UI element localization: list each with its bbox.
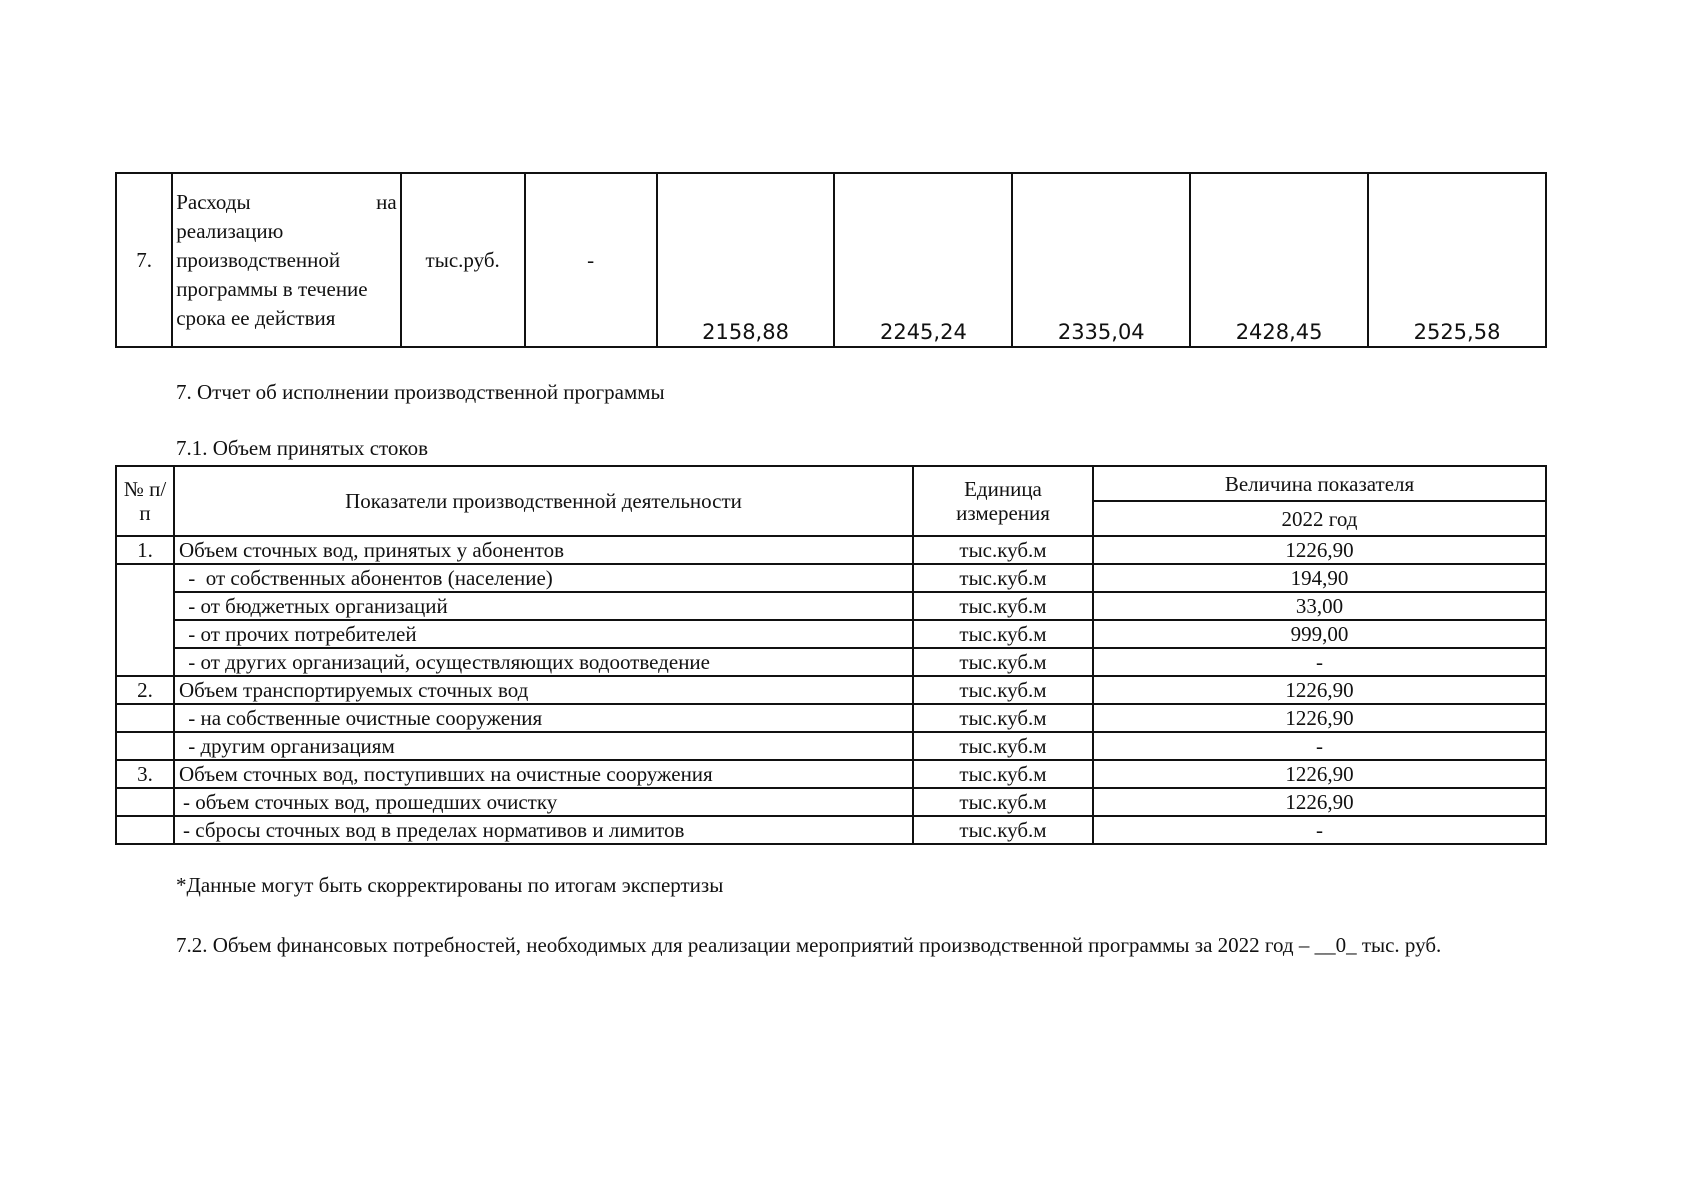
row-number xyxy=(116,788,174,816)
table-row xyxy=(116,173,1546,347)
header-number: № п/п xyxy=(116,466,174,536)
row-value: 1226,90 xyxy=(1093,788,1546,816)
year-value-cell: 2245,24 xyxy=(834,173,1012,347)
indicator-name xyxy=(172,173,401,347)
base-value-cell: - xyxy=(525,173,657,347)
row-value: 1226,90 xyxy=(1093,704,1546,732)
row-unit: тыс.куб.м xyxy=(913,732,1093,760)
table-row xyxy=(116,704,1546,732)
row-unit: тыс.куб.м xyxy=(913,592,1093,620)
header-indicators: Показатели производственной деятельности xyxy=(174,466,913,536)
row-unit: тыс.куб.м xyxy=(913,816,1093,844)
row-label: Объем транспортируемых сточных вод xyxy=(174,676,913,704)
table-row xyxy=(116,816,1546,844)
table-header-row xyxy=(116,466,1546,501)
table-row xyxy=(116,564,1546,592)
row-number xyxy=(116,704,174,732)
row-label: Объем сточных вод, принятых у абонентов xyxy=(174,536,913,564)
row-value: - xyxy=(1093,648,1546,676)
year-value-cell: 2158,88 xyxy=(657,173,835,347)
indicator-name-line: программы в течение xyxy=(176,276,368,301)
header-unit: Единица измерения xyxy=(913,466,1093,536)
section-7-1-heading: 7.1. Объем принятых стоков xyxy=(176,436,428,460)
row-number: 2. xyxy=(116,676,174,704)
row-label: - объем сточных вод, прошедших очистку xyxy=(174,788,913,816)
footnote: *Данные могут быть скорректированы по итогам экспертизы xyxy=(176,873,724,897)
table-row xyxy=(116,620,1546,648)
expenses-table xyxy=(115,172,1547,348)
row-value: 1226,90 xyxy=(1093,676,1546,704)
table-row xyxy=(116,676,1546,704)
row-label: - от прочих потребителей xyxy=(174,620,913,648)
unit-cell: тыс.руб. xyxy=(401,173,525,347)
row-unit: тыс.куб.м xyxy=(913,676,1093,704)
table-body xyxy=(116,536,1546,844)
row-number: 3. xyxy=(116,760,174,788)
row-label: - на собственные очистные сооружения xyxy=(174,704,913,732)
row-unit: тыс.куб.м xyxy=(913,536,1093,564)
table-row xyxy=(116,592,1546,620)
table-row xyxy=(116,536,1546,564)
table-row xyxy=(116,760,1546,788)
row-number: 7. xyxy=(116,173,172,347)
row-value: 1226,90 xyxy=(1093,536,1546,564)
table-row xyxy=(116,648,1546,676)
row-value: 1226,90 xyxy=(1093,760,1546,788)
header-year: 2022 год xyxy=(1093,501,1546,536)
row-label: - от бюджетных организаций xyxy=(174,592,913,620)
row-label: - сбросы сточных вод в пределах нормативов и лимитов xyxy=(174,816,913,844)
row-unit: тыс.куб.м xyxy=(913,620,1093,648)
row-number xyxy=(116,732,174,760)
row-label: - другим организациям xyxy=(174,732,913,760)
table-row xyxy=(116,788,1546,816)
header-value: Величина показателя xyxy=(1093,466,1546,501)
row-unit: тыс.куб.м xyxy=(913,788,1093,816)
row-unit: тыс.куб.м xyxy=(913,648,1093,676)
row-unit: тыс.куб.м xyxy=(913,564,1093,592)
indicator-name-line: реализацию xyxy=(176,218,284,243)
year-value-cell: 2428,45 xyxy=(1190,173,1368,347)
section-7-heading: 7. Отчет об исполнении производственной программы xyxy=(176,380,665,404)
row-unit: тыс.куб.м xyxy=(913,704,1093,732)
row-value: 999,00 xyxy=(1093,620,1546,648)
indicator-name-line: Расходы на xyxy=(176,189,397,214)
table-row xyxy=(116,732,1546,760)
year-value-cell: 2525,58 xyxy=(1368,173,1546,347)
indicator-name-line: производственной xyxy=(176,247,341,272)
row-number: 1. xyxy=(116,536,174,564)
row-value: - xyxy=(1093,732,1546,760)
row-value: 194,90 xyxy=(1093,564,1546,592)
year-value-cell: 2335,04 xyxy=(1012,173,1190,347)
row-number xyxy=(116,816,174,844)
row-label: - от собственных абонентов (население) xyxy=(174,564,913,592)
row-number xyxy=(116,564,174,676)
row-value: 33,00 xyxy=(1093,592,1546,620)
row-value: - xyxy=(1093,816,1546,844)
row-unit: тыс.куб.м xyxy=(913,760,1093,788)
section-7-2-text: 7.2. Объем финансовых потребностей, необходимых для реализации мероприятий производственной программы за 2022 год – __0_ тыс. руб. xyxy=(176,933,1442,957)
row-label: - от других организаций, осуществляющих водоотведение xyxy=(174,648,913,676)
row-label: Объем сточных вод, поступивших на очистные сооружения xyxy=(174,760,913,788)
indicator-name-line: срока ее действия xyxy=(176,305,336,330)
wastewater-volume-table xyxy=(115,465,1547,845)
